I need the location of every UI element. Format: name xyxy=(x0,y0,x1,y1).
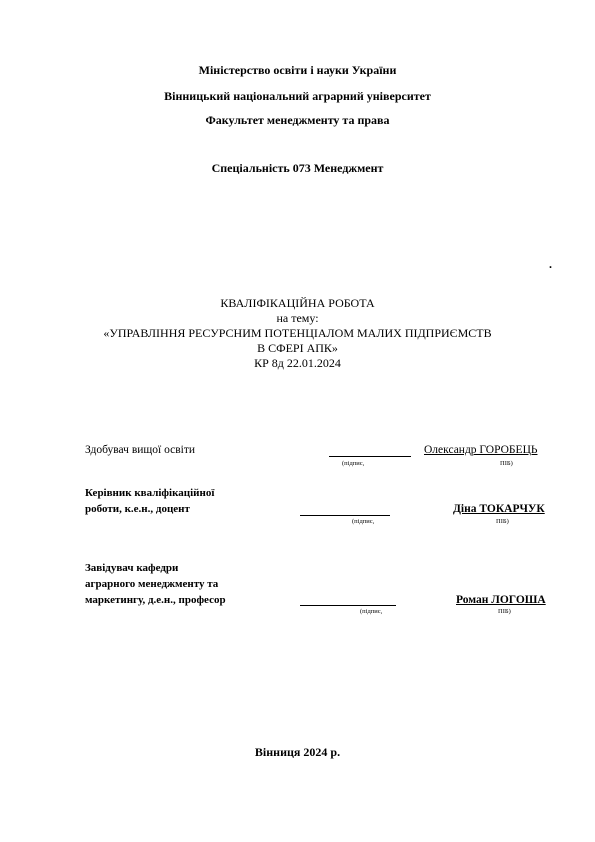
on-topic-label: на тему: xyxy=(276,311,319,325)
student-role: Здобувач вищої освіти xyxy=(85,444,196,456)
student-signature-line xyxy=(329,456,411,457)
ministry-name: Міністерство освіти і науки України xyxy=(198,63,397,77)
student-signature-caption: (підпис, xyxy=(342,460,365,467)
faculty-name: Факультет менеджменту та права xyxy=(205,113,390,127)
head-signature-line xyxy=(300,605,396,606)
work-type-title: КВАЛІФІКАЦІЙНА РОБОТА xyxy=(220,296,375,310)
supervisor-role-line-1: Керівник кваліфікаційної xyxy=(85,487,215,499)
head-signature-caption: (підпис, xyxy=(360,608,383,615)
work-code: КР 8д 22.01.2024 xyxy=(254,356,341,370)
topic-line-2: В СФЕРІ АПК» xyxy=(257,341,338,355)
student-name-caption: ПІБ) xyxy=(500,460,513,467)
supervisor-signature-line xyxy=(300,515,390,516)
student-name: Олександр ГОРОБЕЦЬ xyxy=(424,444,538,456)
head-role-line-1: Завідувач кафедри xyxy=(85,562,179,574)
supervisor-role-line-2: роботи, к.е.н., доцент xyxy=(85,503,190,515)
stray-dot: . xyxy=(549,257,552,271)
head-name-caption: ПІБ) xyxy=(498,608,511,615)
supervisor-name: Діна ТОКАРЧУК xyxy=(453,503,545,515)
topic-line-1: «УПРАВЛІННЯ РЕСУРСНИМ ПОТЕНЦІАЛОМ МАЛИХ ПІДПРИЄМСТВ xyxy=(103,326,492,340)
supervisor-name-caption: ПІБ) xyxy=(496,518,509,525)
supervisor-signature-caption: (підпис, xyxy=(352,518,375,525)
specialty: Спеціальність 073 Менеджмент xyxy=(211,161,384,175)
university-name: Вінницький національний аграрний університет xyxy=(164,89,431,103)
city-year: Вінниця 2024 р. xyxy=(254,745,341,759)
head-name: Роман ЛОГОША xyxy=(456,594,546,606)
head-role-line-2: аграрного менеджменту та xyxy=(85,578,219,590)
head-role-line-3: маркетингу, д.е.н., професор xyxy=(85,594,226,606)
